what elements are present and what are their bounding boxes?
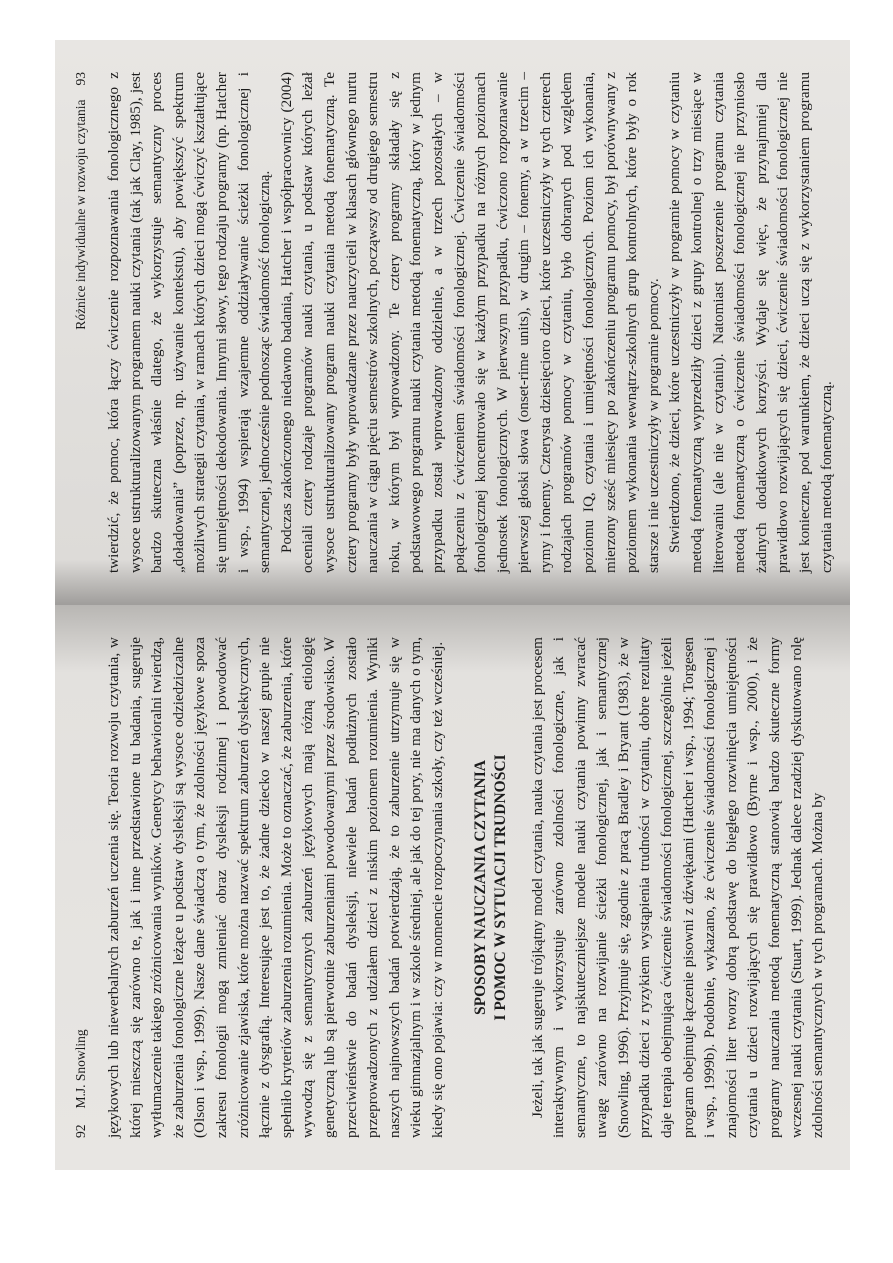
right-running-head <box>73 72 95 573</box>
section-heading-line-2: I POMOC W SYTUACJI TRUDNOŚCI <box>491 754 509 1021</box>
right-page-number: 93 <box>73 72 88 86</box>
right-paragraph-2: Podczas zakończonego niedawno badania, Hatcher i współpracownicy (2004) oceniali cztery rodzaje programów nauki czytania, u podstaw których leżał wysoce ustrukturalizowany program nauki czytania metodą fonematyczną. Te cztery programy były wprowadzane przez nauczycieli w klasach głównego nurtu nauczania w ciągu pięciu semestrów szkolnych, począwszy od drugiego semestru roku, w którym był wprowadzony. Te cztery programy składały się z podstawowego programu nauki czytania metodą fonematyczną, który w jednym przypadku został wprowadzony oddzielnie, a w trzech pozostałych – w połączeniu z ćwiczeniem świadomości fonologicznej. Ćwiczenie świadomości fonologicznej koncentrowało się w każdym przypadku na różnych poziomach jednostek fonologicznych. W pierwszym przypadku, ćwiczono rozpoznawanie pierwszej głoski słowa (onset-rime units), w drugim – fonemy, a w trzecim – rymy i fonemy. Czterysta dziesięcioro dzieci, które uczestniczyły w tych czterech rodzajach programów pomocy w czytaniu, było dobranych pod względem poziomu IQ, czytania i umiejętności fonologicznych. Poziom ich wykonania, mierzony sześć miesięcy po zakończeniu programu pomocy, był porównywany z poziomem wykonania wewnątrz-szkolnych grup kontrolnych, które były o rok starsze i nie uczestniczyły w programie pomocy. <box>277 72 662 573</box>
right-body-text <box>103 72 837 573</box>
left-paragraph-2: Jeżeli, tak jak sugeruje trójkątny model czytania, nauka czytania jest procesem interaktywnym i wykorzystuje zarówno zdolności fonologiczne, jak i semantyczne, to najskuteczniejsze modele nauki czytania powinny zwracać uwagę zarówno na rozwijanie ścieżki fonologicznej, jak i semantycznej (Snowling, 1996). Przyjmuje się, zgodnie z pracą Bradley i Bryant (1983), że w przypadku dzieci z ryzykiem wystąpienia trudności w czytaniu, dobre rezultaty daje terapia obejmująca ćwiczenie świadomości fonologicznej, szczególnie jeżeli program obejmuje łączenie pisowni z dźwiękami (Hatcher i wsp., 1994; Torgesen i wsp., 1999b). Podobnie, wykazano, że ćwiczenie świadomości fonologicznej i znajomości liter tworzy dobrą podstawę do biegłego rozwinięcia umiejętności czytania u dzieci rozwijających się prawidłowo (Byrne i wsp., 2000), i że programy nauczania metodą fonematyczną stanowią bardzo skuteczne formy wczesnej nauki czytania (Stuart, 1999). Jednak dalece rzadziej dyskutowano rolę zdolności semantycznych w tych programach. Można by <box>528 637 827 1138</box>
left-running-head <box>73 637 95 1138</box>
left-running-head-author: M.J. Snowling <box>73 1029 88 1109</box>
section-heading <box>471 637 511 1138</box>
right-paragraph-1: twierdzić, że pomoc, która łączy ćwiczenie rozpoznawania fonologicznego z wysoce ustrukturalizowanym programem nauki czytania (tak jak Clay, 1985), jest bardzo skuteczna właśnie dlatego, że wykorzystuje semantyczny proces „doładowania” (poprzez, np. używanie kontekstu), aby powiększyć spektrum możliwych strategii czytania, w ramach których dzieci mogą ćwiczyć kształtujące się umiejętności dekodowania. Innymi słowy, tego rodzaju programy (np. Hatcher i wsp., 1994) wspierają wzajemne oddziaływanie ścieżki fonologicznej i semantycznej, jednocześnie podnosząc świadomość fonologiczną. <box>105 72 274 573</box>
left-body-text <box>103 637 829 1138</box>
book-spread <box>55 40 850 1170</box>
right-page <box>55 40 850 605</box>
left-paragraph-1: językowych lub niewerbalnych zaburzeń uczenia się. Teoria rozwoju czytania, w której mieszczą się zarówno te, jak i inne przedstawione tu badania, sugeruje wytłumaczenie takiego zróżnicowania wyników. Genetycy behawioralni twierdzą, że zaburzenia fonologiczne leżące u podstaw dysleksji są wysoce odziedziczalne (Olson i wsp., 1999). Nasze dane świadczą o tym, że zdolności językowe spoza zakresu fonologii mogą zmieniać obraz dysleksji rodzinnej i powodować zróżnicowanie zjawiska, które można nazwać spektrum zaburzeń dyslektycznych, łącznie z dysgrafią. Interesujące jest to, że żadne dziecko w naszej grupie nie spełniło kryteriów zaburzenia rozumienia. Może to oznaczać, że zaburzenia, które wywodzą się z semantycznych zaburzeń językowych mają różną etiologię genetyczną lub są pierwotnie zaburzeniami powodowanymi przez środowisko. W przeciwieństwie do badań dysleksji, niewiele badań podłużnych zostało przeprowadzonych z udziałem dzieci z niskim poziomem rozumienia. Wyniki naszych najnowszych badań potwierdzają, że to zaburzenie utrzymuje się w wieku gimnazjalnym i w szkole średniej, ale jak do tej pory, nie ma danych o tym, kiedy się ono pojawia: czy w momencie rozpoczynania szkoły, czy też wcześniej. <box>105 637 446 1138</box>
scanned-book-spread <box>55 40 850 1170</box>
right-running-head-title: Różnice indywidualne w rozwoju czytania <box>73 99 88 330</box>
left-page <box>55 605 850 1170</box>
section-heading-line-1: SPOSOBY NAUCZANIA CZYTANIA <box>471 760 489 1015</box>
right-paragraph-3: Stwierdzono, że dzieci, które uczestniczyły w programie pomocy w czytaniu metodą fonematyczną wyprzedziły dzieci z grupy kontrolnej o trzy miesiące w literowaniu (ale nie w czytaniu). Natomiast poszerzenie programu czytania metodą fonematyczną o ćwiczenie świadomości fonologicznej nie przyniosło żadnych dodatkowych korzyści. Wydaje się więc, że przynajmniej dla prawidłowo rozwijających się dzieci, ćwiczenie świadomości fonologicznej nie jest konieczne, pod warunkiem, że dzieci uczą się z wykorzystaniem programu czytania metodą fonematyczną. <box>666 72 835 573</box>
left-page-number: 92 <box>73 1124 88 1138</box>
